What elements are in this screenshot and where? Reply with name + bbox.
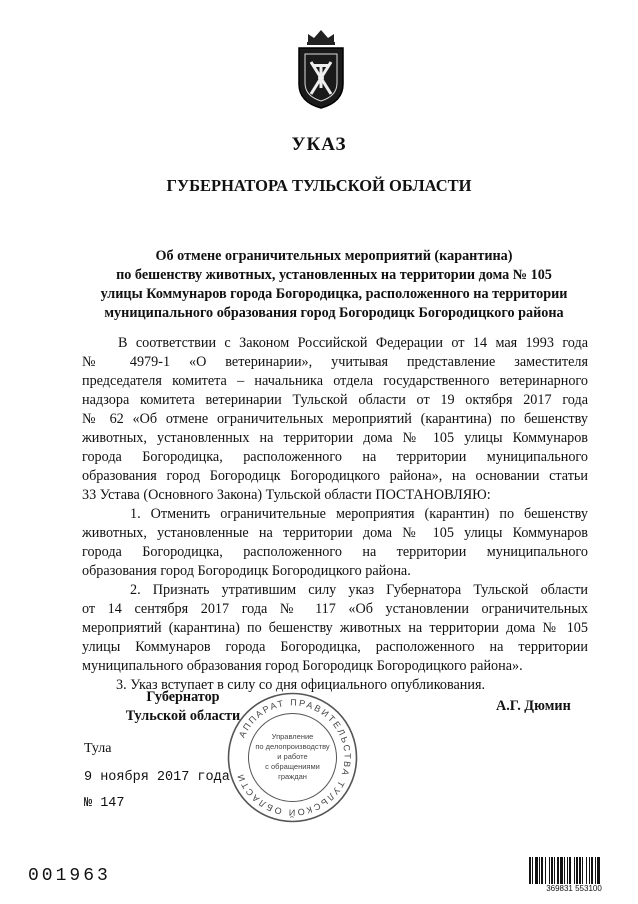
stamp-ring-text: АППАРАТ ПРАВИТЕЛЬСТВА ТУЛЬСКОЙ ОБЛАСТИ: [234, 697, 353, 818]
stamp-center-line: по делопроизводству: [255, 742, 330, 751]
official-stamp: [225, 690, 360, 825]
document-date: 9 ноября 2017 года: [84, 770, 230, 785]
signatory-title-line: Тульской области: [125, 708, 241, 724]
body-line: 3. Указ вступает в силу со дня официального опубликования.: [116, 677, 486, 693]
stamp-center-line: с обращениями: [265, 762, 320, 771]
body-line: В соответствии с Законом Российской Федерации от 14 мая 1993 года: [118, 335, 588, 351]
body-line: города Богородицка, расположенного на территории муниципального: [82, 449, 588, 465]
stamp-center-line: Управление: [271, 732, 314, 741]
signatory-title-line: Губернатор: [146, 689, 220, 705]
stamp-center-line: граждан: [278, 772, 307, 781]
body-line: образования город Богородицк Богородицкого района», на основании статьи: [82, 468, 588, 484]
body-line: от 14 сентября 2017 года № 117 «Об установлении ограничительных: [82, 601, 588, 617]
heading-line: по бешенству животных, установленных на территории дома № 105: [116, 267, 552, 283]
document-body: [82, 334, 588, 695]
document-subtitle: ГУБЕРНАТОРА ТУЛЬСКОЙ ОБЛАСТИ: [166, 176, 472, 195]
document-number: № 147: [84, 796, 125, 811]
serial-number: 001963: [28, 866, 111, 886]
place-of-signing: Тула: [84, 741, 112, 756]
barcode-number: 369831 553100: [528, 884, 620, 894]
body-line: надзора комитета ветеринарии Тульской области от 19 октября 2017 года: [82, 392, 588, 408]
stamp-center-line: и работе: [277, 752, 308, 761]
document-title: УКАЗ: [291, 134, 347, 155]
heading-line: Об отмене ограничительных мероприятий (карантина): [155, 248, 513, 264]
body-line: города Богородицка, расположенного на территории муниципального: [82, 544, 588, 560]
body-line: 33 Устава (Основного Закона) Тульской области ПОСТАНОВЛЯЮ:: [82, 487, 491, 503]
body-line: животных, установленных на территории дома № 105 улицы Коммунаров: [82, 430, 588, 446]
body-line: 1. Отменить ограничительные мероприятия (карантин) по бешенству: [130, 506, 588, 522]
body-line: улицы Коммунаров города Богородицка, расположенного на территории: [82, 639, 588, 655]
heading-line: улицы Коммунаров города Богородицка, расположенного на территории: [100, 286, 568, 302]
signatory-name: А.Г. Дюмин: [496, 698, 571, 714]
body-line: № 4979-1 «О ветеринарии», учитывая представление заместителя: [82, 354, 588, 370]
coat-of-arms-icon: [294, 26, 348, 110]
body-line: № 62 «Об отмене ограничительных мероприятий (карантина) по бешенству: [82, 411, 588, 427]
document-heading: [74, 247, 594, 323]
body-line: образования город Богородицк Богородицкого района.: [82, 563, 411, 579]
body-line: животных, установленные на территории дома № 105 улицы Коммунаров: [82, 525, 588, 541]
body-line: муниципального образования город Богородицк Богородицкого района».: [82, 658, 523, 674]
body-line: председателя комитета – начальника отдела государственного ветеринарного: [82, 373, 588, 389]
body-line: 2. Признать утратившим силу указ Губернатора Тульской области: [130, 582, 588, 598]
heading-line: муниципального образования город Богородицк Богородицкого района: [104, 305, 564, 321]
body-line: мероприятий (карантина) по бешенству животных на территории дома № 105: [82, 620, 588, 636]
